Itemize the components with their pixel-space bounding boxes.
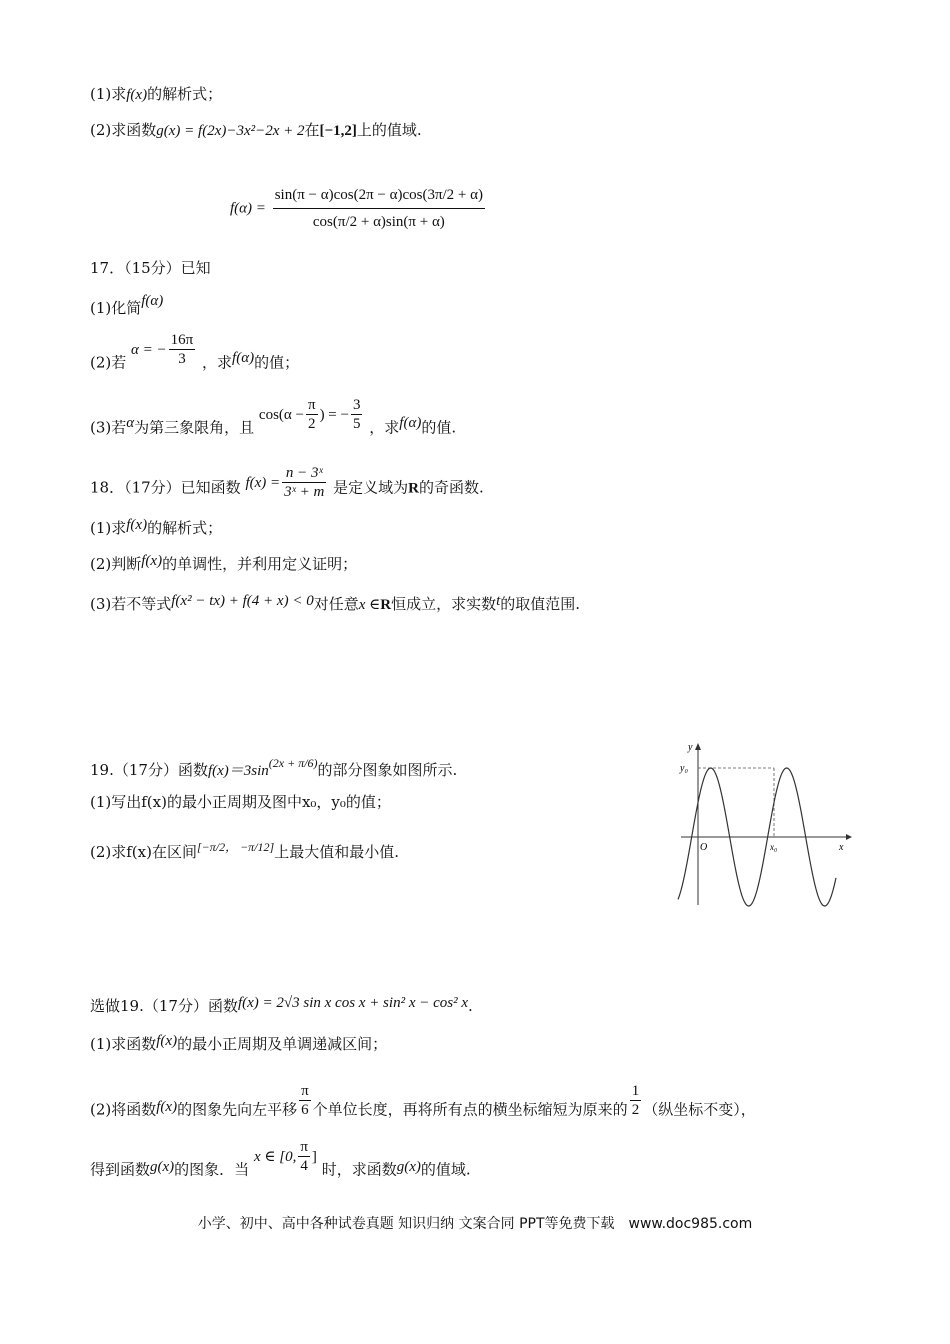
label-origin: O	[700, 842, 708, 853]
q17-part2: (2)若 α = − $\frac{16\pi}{3}$ ，求f(α)的值；	[90, 332, 300, 372]
q17-header: 17．（15分）已知	[90, 259, 211, 277]
q16-part2: (2)求函数g(x) = f(2x)−3x²−2x + 2在[−1,2]上的值域.	[90, 121, 422, 139]
label-x: x	[839, 842, 844, 853]
q19alt-header: 选做19.（17分）函数f(x) = 2√3 sin x cos x + sin² x − cos² x.	[90, 995, 473, 1015]
q17-formula-numerator: sin(π − α)cos(2π − α)cos(3π/2 + α)	[273, 182, 485, 209]
q19-part2: (2)求f(x)在区间[−π/2， −π/12]上最大值和最小值.	[90, 840, 399, 861]
q19alt-part1: (1)求函数f(x)的最小正周期及单调递减区间；	[90, 1033, 388, 1053]
q18-part3: (3)若不等式f(x² − tx) + f(4 + x) < 0对任意x ∈R恒成立，求实数t的取值范围.	[90, 593, 581, 613]
q19-part1: (1)写出f(x)的最小正周期及图中x₀，y₀的值；	[90, 793, 391, 811]
q19alt-part2: (2)将函数f(x)的图象先向左平移 $\frac{\pi}{6}$ 个单位长度，再将所有点的横坐标缩短为原来的 $\frac{1}{2}$ （纵坐标不变），	[90, 1083, 756, 1119]
y-axis-arrow-icon	[695, 743, 701, 750]
label-y0: y₀	[680, 763, 688, 774]
q17-part1: (1)化简f(α)	[90, 293, 164, 317]
q17-part3: (3)若α为第三象限角，且 cos(α − $\frac{\pi}{2}$ ) = − $\frac{3}{5}$ ，求f(α)的值.	[90, 397, 457, 437]
label-y: y	[688, 742, 693, 753]
x-axis-arrow-icon	[846, 834, 852, 840]
q18-header: 18．（17分）已知函数 f(x) = $\frac{\text{n − 3ˣ}}{\text{3ˣ + m}}$ 是定义域为R的奇函数.	[90, 465, 484, 500]
q16-part1: (1)求f(x)的解析式；	[90, 85, 223, 103]
q18-part1: (1)求f(x)的解析式；	[90, 517, 223, 537]
q17-formula: f(α) = $\frac{\sin(\pi - \alpha)\cos(2\pi - \alpha)\cos(3\pi/2 + \alpha)}{\cos(\pi/2 + \alpha)\sin(\pi + \alpha)}$	[230, 182, 487, 235]
sine-graph	[676, 740, 856, 910]
q17-formula-denominator: cos(π/2 + α)sin(π + α)	[312, 214, 445, 230]
footer-text: 小学、初中、高中各种试卷真题 知识归纳 文案合同 PPT等免费下载 www.doc985.com	[197, 1216, 753, 1232]
q19-header: 19.（17分）函数$f(x)=3\sin^{(2x + \pi/6)}$的部分图象如图所示.	[90, 756, 458, 779]
label-x0: x₀	[770, 842, 778, 852]
q18-part2: (2)判断f(x)的单调性，并利用定义证明；	[90, 553, 358, 573]
q19alt-part3: 得到函数g(x)的图象．当 x ∈ [0, $\frac{\pi}{4}$ ] 时，求函数g(x)的值域.	[90, 1139, 471, 1179]
